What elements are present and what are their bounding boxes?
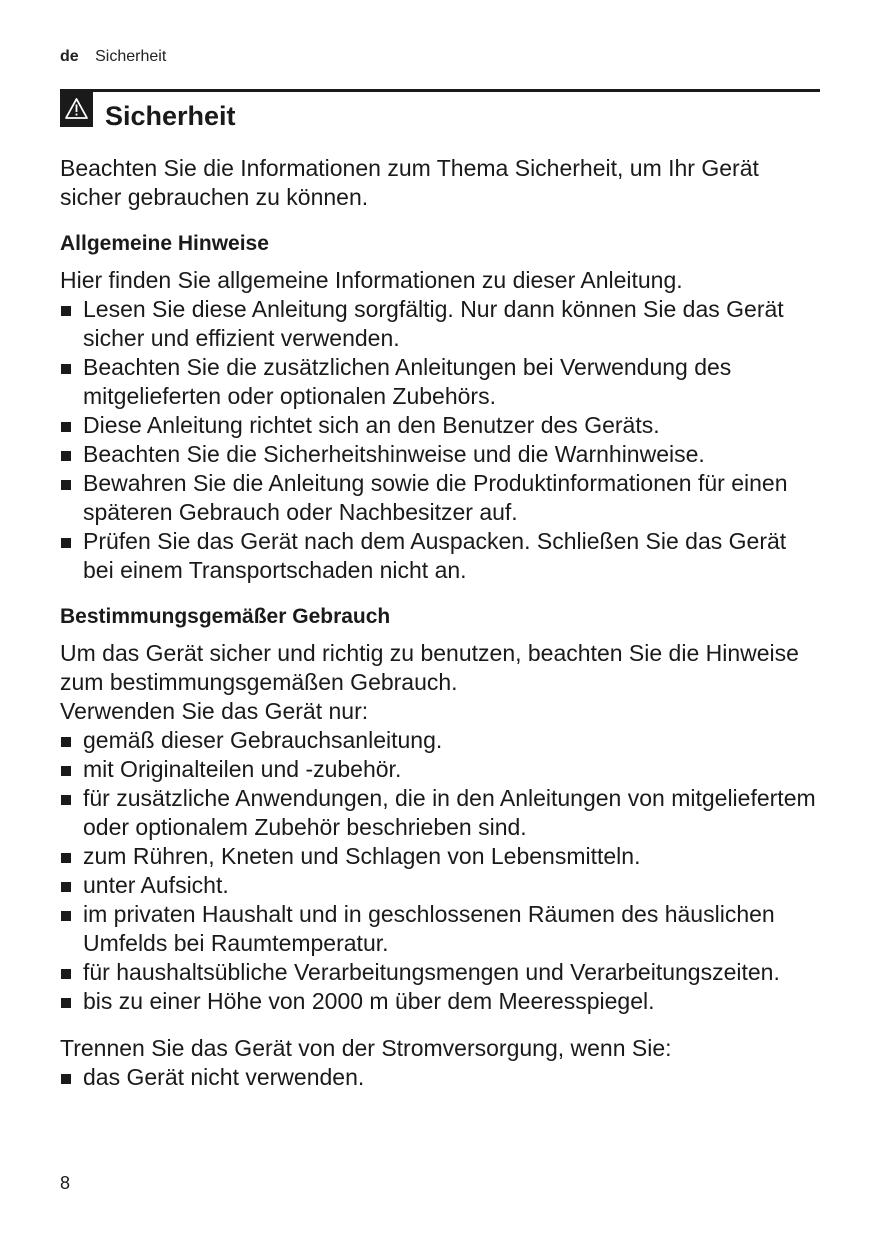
intended-use-heading: Bestimmungsgemäßer Gebrauch	[60, 605, 391, 628]
disconnect-list	[60, 1063, 822, 1092]
spacer	[60, 1016, 822, 1034]
list-item: Diese Anleitung richtet sich an den Benutzer des Geräts.	[60, 411, 822, 440]
list-item: Prüfen Sie das Gerät nach dem Auspacken. Schließen Sie das Gerät bei einem Transportschaden nicht an.	[60, 527, 822, 585]
intro-paragraph: Beachten Sie die Informationen zum Thema Sicherheit, um Ihr Gerät sicher gebrauchen zu können.	[60, 155, 759, 210]
general-list	[60, 295, 822, 585]
disconnect-lead: Trennen Sie das Gerät von der Stromversorgung, wenn Sie:	[60, 1035, 672, 1061]
list-item: Beachten Sie die Sicherheitshinweise und die Warnhinweise.	[60, 440, 822, 469]
page-header	[60, 48, 166, 66]
intended-use-list	[60, 726, 822, 1016]
list-item: bis zu einer Höhe von 2000 m über dem Meeresspiegel.	[60, 987, 822, 1016]
list-item: gemäß dieser Gebrauchsanleitung.	[60, 726, 822, 755]
list-item: unter Aufsicht.	[60, 871, 822, 900]
list-item: Beachten Sie die zusätzlichen Anleitungen bei Verwendung des mitgelieferten oder optionalen Zubehörs.	[60, 353, 822, 411]
list-item: für zusätzliche Anwendungen, die in den Anleitungen von mitgeliefertem oder optionalem Zubehör beschrieben sind.	[60, 784, 822, 842]
list-item: im privaten Haushalt und in geschlossenen Räumen des häuslichen Umfelds bei Raumtemperatur.	[60, 900, 822, 958]
header-section: Sicherheit	[95, 48, 167, 65]
list-item: Bewahren Sie die Anleitung sowie die Produktinformationen für einen späteren Gebrauch oder Nachbesitzer auf.	[60, 469, 822, 527]
warning-icon	[60, 89, 93, 127]
list-item: Lesen Sie diese Anleitung sorgfältig. Nur dann können Sie das Gerät sicher und effizient verwenden.	[60, 295, 822, 353]
page-content	[60, 154, 822, 1092]
general-lead: Hier finden Sie allgemeine Informationen zu dieser Anleitung.	[60, 267, 683, 293]
intended-use-lead: Um das Gerät sicher und richtig zu benutzen, beachten Sie die Hinweise zum bestimmungsgemäßen Gebrauch.	[60, 640, 799, 695]
title-rule	[60, 89, 820, 92]
list-item: mit Originalteilen und -zubehör.	[60, 755, 822, 784]
page-title: Sicherheit	[105, 101, 236, 131]
list-item: für haushaltsübliche Verarbeitungsmengen und Verarbeitungszeiten.	[60, 958, 822, 987]
intended-use-lead-2: Verwenden Sie das Gerät nur:	[60, 698, 369, 724]
list-item: das Gerät nicht verwenden.	[60, 1063, 822, 1092]
list-item: zum Rühren, Kneten und Schlagen von Lebensmitteln.	[60, 842, 822, 871]
language-code: de	[60, 48, 79, 65]
general-heading: Allgemeine Hinweise	[60, 232, 269, 255]
page-number: 8	[60, 1173, 71, 1193]
